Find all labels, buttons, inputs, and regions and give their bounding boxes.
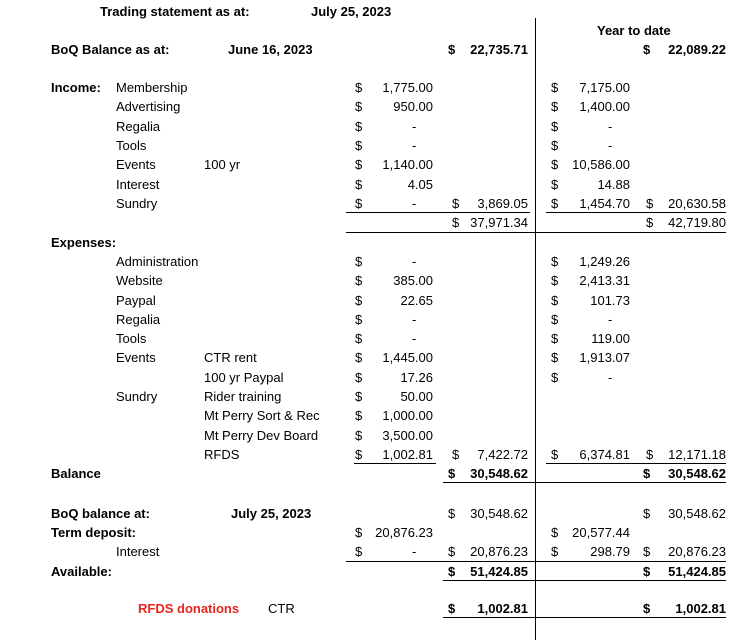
expense-row-ytd-currency: $: [551, 273, 559, 288]
income-row-name: Advertising: [116, 99, 181, 114]
income-row-name: Membership: [116, 80, 188, 95]
expense-row-sub: CTR rent: [204, 350, 257, 365]
expense-row-ytd-currency: $: [551, 350, 559, 365]
expense-row-period-currency: $: [355, 447, 363, 462]
expense-row-ytd-currency: $: [551, 331, 559, 346]
income-row-ytd-currency: $: [551, 80, 559, 95]
opening-period-balance: 22,735.71: [470, 42, 528, 57]
income-row-name: Sundry: [116, 196, 158, 211]
income-row-period: -: [412, 138, 417, 153]
expense-row-period-currency: $: [355, 370, 363, 385]
income-period-total-underline: [346, 212, 530, 213]
expenses-label: Expenses:: [51, 235, 117, 250]
income-row-period-currency: $: [355, 157, 363, 172]
income-period-total-currency: $: [452, 196, 460, 211]
opening-ytd-currency: $: [643, 42, 651, 57]
income-row-ytd: 1,400.00: [579, 99, 630, 114]
term-interest-period: -: [412, 544, 417, 559]
closing-period-currency: $: [448, 506, 456, 521]
expense-row-period-currency: $: [355, 428, 363, 443]
available-label: Available:: [51, 564, 112, 579]
expense-row-sub: Mt Perry Dev Board: [204, 428, 319, 443]
income-row-ytd: 1,454.70: [579, 196, 630, 211]
expense-row-sub: 100 yr Paypal: [204, 370, 284, 385]
expense-period-total-currency: $: [452, 447, 460, 462]
expense-row-period: 50.00: [400, 389, 433, 404]
closing-date: July 25, 2023: [231, 506, 312, 521]
income-row-ytd: -: [608, 138, 613, 153]
expense-period-underline: [354, 463, 436, 464]
expense-row-period: 1,002.81: [382, 447, 433, 462]
term-underline: [346, 561, 726, 562]
income-ytd-total-currency: $: [646, 196, 654, 211]
balance-label: Balance: [51, 466, 101, 481]
expense-row-period-currency: $: [355, 389, 363, 404]
running-underline: [346, 232, 726, 233]
expense-row-period-currency: $: [355, 331, 363, 346]
balance-ytd: 30,548.62: [668, 466, 726, 481]
expense-row-period-currency: $: [355, 350, 363, 365]
donations-period: 1,002.81: [477, 601, 528, 616]
opening-period-currency: $: [448, 42, 456, 57]
available-underline: [443, 580, 726, 581]
expense-row-ytd: 2,413.31: [579, 273, 630, 288]
term-period-total: 20,876.23: [470, 544, 528, 559]
expense-row-category: Website: [116, 273, 163, 288]
income-row-name: Interest: [116, 177, 160, 192]
income-row-period-currency: $: [355, 196, 363, 211]
term-deposit-label: Term deposit:: [51, 525, 136, 540]
income-ytd-total: 20,630.58: [668, 196, 726, 211]
available-ytd: 51,424.85: [668, 564, 726, 579]
expense-row-ytd-currency: $: [551, 312, 559, 327]
running-ytd-currency: $: [646, 215, 654, 230]
term-interest-ytd: 298.79: [590, 544, 630, 559]
expense-row-ytd: -: [608, 312, 613, 327]
running-ytd-total: 42,719.80: [668, 215, 726, 230]
expense-ytd-underline: [546, 463, 726, 464]
opening-date: June 16, 2023: [228, 42, 313, 57]
income-row-period: -: [412, 119, 417, 134]
balance-period-currency: $: [448, 466, 456, 481]
income-row-ytd-currency: $: [551, 157, 559, 172]
income-row-period: 4.05: [407, 177, 433, 192]
income-row-note: 100 yr: [204, 157, 241, 172]
expense-row-category: Sundry: [116, 389, 158, 404]
donations-ytd: 1,002.81: [675, 601, 726, 616]
income-row-period: 1,140.00: [382, 157, 433, 172]
expense-row-category: Events: [116, 350, 156, 365]
donations-sub: CTR: [268, 601, 295, 616]
donations-ytd-currency: $: [643, 601, 651, 616]
income-row-ytd-currency: $: [551, 196, 559, 211]
available-ytd-currency: $: [643, 564, 651, 579]
closing-label: BoQ balance at:: [51, 506, 150, 521]
expense-row-period-currency: $: [355, 254, 363, 269]
term-ytd-total-currency: $: [643, 544, 651, 559]
term-deposit-ytd-currency: $: [551, 525, 559, 540]
expense-ytd-total: 12,171.18: [668, 447, 726, 462]
income-row-period-currency: $: [355, 177, 363, 192]
expense-row-period-currency: $: [355, 293, 363, 308]
term-interest-period-currency: $: [355, 544, 363, 559]
income-period-total: 3,869.05: [477, 196, 528, 211]
income-row-period: 950.00: [393, 99, 433, 114]
expense-row-period-currency: $: [355, 312, 363, 327]
expense-ytd-sub-currency: $: [551, 447, 559, 462]
term-interest-label: Interest: [116, 544, 160, 559]
income-label: Income:: [51, 80, 101, 95]
available-period-currency: $: [448, 564, 456, 579]
income-row-name: Regalia: [116, 119, 161, 134]
expense-row-category: Regalia: [116, 312, 161, 327]
expense-ytd-sub-total: 6,374.81: [579, 447, 630, 462]
expense-row-ytd-currency: $: [551, 293, 559, 308]
donations-underline: [443, 617, 726, 618]
expense-row-category: Administration: [116, 254, 199, 269]
income-row-period-currency: $: [355, 80, 363, 95]
income-row-name: Events: [116, 157, 156, 172]
income-row-period-currency: $: [355, 138, 363, 153]
expense-row-period-currency: $: [355, 273, 363, 288]
expense-row-period: 22.65: [400, 293, 433, 308]
expense-row-ytd: 1,249.26: [579, 254, 630, 269]
term-deposit-ytd: 20,577.44: [572, 525, 630, 540]
income-row-period: -: [412, 196, 417, 211]
expense-row-ytd: 101.73: [590, 293, 630, 308]
balance-underline: [443, 482, 726, 483]
income-row-ytd-currency: $: [551, 138, 559, 153]
opening-label: BoQ Balance as at:: [51, 42, 170, 57]
expense-row-period-currency: $: [355, 408, 363, 423]
term-period-total-currency: $: [448, 544, 456, 559]
expense-row-category: Paypal: [116, 293, 156, 308]
income-row-ytd: 14.88: [597, 177, 630, 192]
expense-period-total: 7,422.72: [477, 447, 528, 462]
running-period-currency: $: [452, 215, 460, 230]
expense-row-category: Tools: [116, 331, 147, 346]
expense-row-period: 3,500.00: [382, 428, 433, 443]
income-row-ytd: 10,586.00: [572, 157, 630, 172]
expense-row-period: 1,000.00: [382, 408, 433, 423]
term-deposit-period-currency: $: [355, 525, 363, 540]
term-deposit-period: 20,876.23: [375, 525, 433, 540]
expense-row-sub: Rider training: [204, 389, 282, 404]
term-ytd-total: 20,876.23: [668, 544, 726, 559]
expense-row-ytd: 119.00: [591, 331, 630, 346]
closing-period: 30,548.62: [470, 506, 528, 521]
donations-label: RFDS donations: [138, 601, 240, 616]
closing-ytd: 30,548.62: [668, 506, 726, 521]
opening-ytd-balance: 22,089.22: [668, 42, 726, 57]
expense-row-period: -: [412, 312, 417, 327]
income-row-ytd: 7,175.00: [579, 80, 630, 95]
income-row-ytd: -: [608, 119, 613, 134]
balance-ytd-currency: $: [643, 466, 651, 481]
income-row-period: 1,775.00: [382, 80, 433, 95]
expense-row-ytd: 1,913.07: [579, 350, 630, 365]
income-row-ytd-currency: $: [551, 119, 559, 134]
expense-row-ytd: -: [608, 370, 613, 385]
closing-ytd-currency: $: [643, 506, 651, 521]
expense-row-ytd-currency: $: [551, 254, 559, 269]
term-interest-ytd-currency: $: [551, 544, 559, 559]
income-row-name: Tools: [116, 138, 147, 153]
expense-row-period: 17.26: [400, 370, 433, 385]
donations-period-currency: $: [448, 601, 456, 616]
available-period: 51,424.85: [470, 564, 528, 579]
expense-row-period: -: [412, 254, 417, 269]
balance-period: 30,548.62: [470, 466, 528, 481]
income-row-period-currency: $: [355, 119, 363, 134]
expense-row-sub: RFDS: [204, 447, 240, 462]
expense-row-period: 1,445.00: [382, 350, 433, 365]
expense-row-period: -: [412, 331, 417, 346]
income-row-ytd-currency: $: [551, 177, 559, 192]
income-ytd-total-underline: [546, 212, 726, 213]
income-row-ytd-currency: $: [551, 99, 559, 114]
running-period-total: 37,971.34: [470, 215, 528, 230]
expense-row-ytd-currency: $: [551, 370, 559, 385]
statement-title: Trading statement as at:: [100, 4, 250, 19]
ytd-heading: Year to date: [597, 23, 671, 38]
expense-ytd-total-currency: $: [646, 447, 654, 462]
income-row-period-currency: $: [355, 99, 363, 114]
expense-row-period: 385.00: [393, 273, 433, 288]
expense-row-sub: Mt Perry Sort & Rec: [204, 408, 320, 423]
statement-date: July 25, 2023: [311, 4, 392, 19]
